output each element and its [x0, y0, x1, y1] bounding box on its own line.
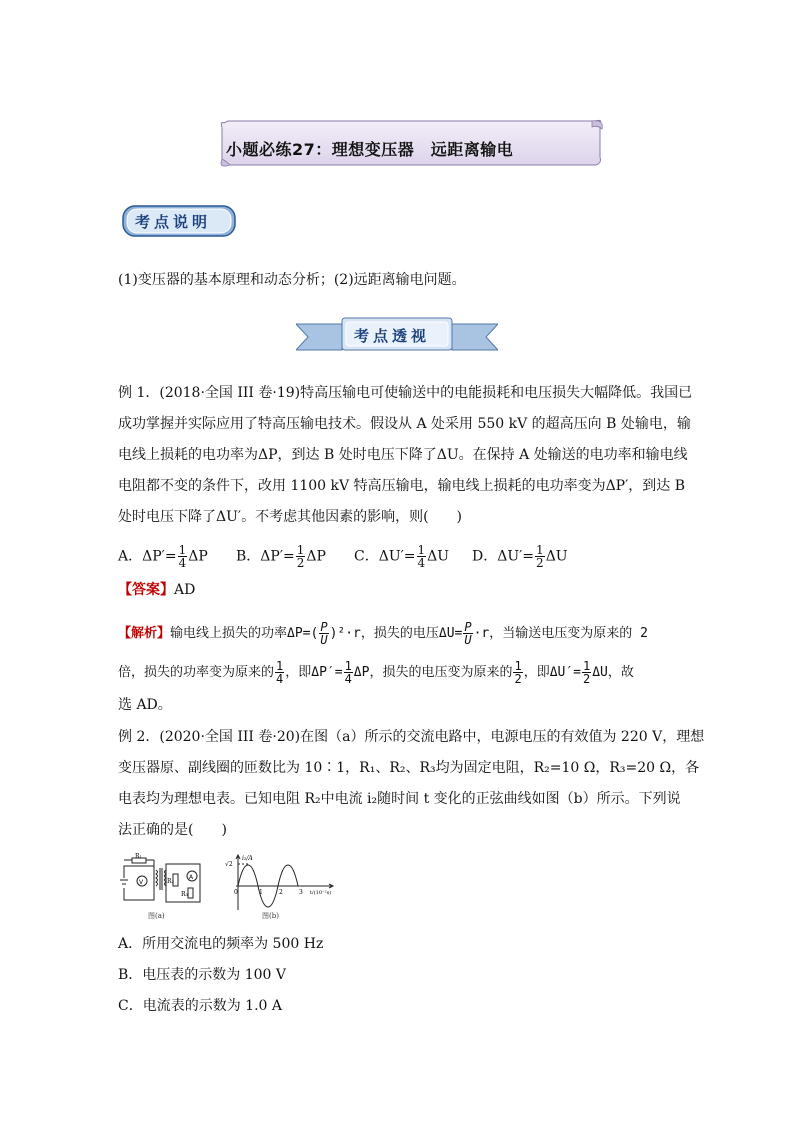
ex1-line-5: 处时电压下降了ΔU′。不考虑其他因素的影响，则( )	[118, 509, 463, 525]
fraction	[463, 621, 472, 646]
fraction-denominator: U	[464, 633, 472, 647]
fraction-denominator: 2	[536, 556, 544, 570]
ex2-line-3: 电表均为理想电表。已知电阻 R₂中电流 i₂随时间 t 变化的正弦曲线如图（b）所示。下列说	[118, 791, 681, 807]
ex1-option-c[interactable]	[354, 544, 449, 569]
ex1-option-a[interactable]	[118, 544, 208, 569]
ex1-analysis-line-3: 选 AD。	[118, 697, 172, 713]
fraction-numerator: 1	[296, 543, 305, 557]
fraction-denominator: 2	[514, 672, 522, 686]
ex2-option-c[interactable]: C．电流表的示数为 1.0 A	[118, 998, 282, 1014]
fig-a-r2-label: R₂	[167, 878, 174, 885]
intro-text: (1)变压器的基本原理和动态分析；(2)远距离输电问题。	[118, 272, 466, 288]
circuit-figure-a	[118, 852, 210, 924]
analysis-text: ΔU，故	[592, 665, 634, 680]
answer-label: 【答案】	[118, 582, 174, 598]
badge-insight-label: 考点透视	[354, 327, 431, 345]
fig-b-tick: 2	[279, 889, 283, 896]
ammeter-icon: A	[189, 874, 194, 881]
option-a-post: ΔP	[188, 548, 208, 565]
ex1-answer	[118, 580, 195, 600]
fraction-denominator: U	[320, 633, 328, 647]
ex1-line-1: 例 1．(2018·全国 III 卷·19)特高压输电可使输送中的电能损耗和电压损失大幅降低。我国已	[118, 385, 693, 401]
option-d-pre: D．ΔU′=	[472, 548, 535, 565]
fraction-numerator: P	[464, 620, 472, 634]
analysis-text: ΔP，损失的电压变为原来的	[353, 665, 513, 680]
fraction	[178, 544, 188, 569]
fig-b-xlabel: t/(10⁻²s)	[310, 890, 332, 896]
fraction-denominator: 2	[296, 556, 305, 570]
voltmeter-icon: V	[139, 879, 144, 886]
fraction	[319, 621, 328, 646]
fig-b-ylabel: i₂/A	[242, 855, 253, 862]
fig-a-r1-label: R₁	[135, 853, 142, 860]
answer-value: AD	[174, 582, 196, 598]
option-b-pre: B．ΔP′=	[236, 548, 295, 565]
fig-b-tick: 1	[259, 889, 263, 896]
fig-b-tick: 0	[234, 889, 238, 896]
fraction-numerator: 1	[536, 543, 544, 557]
fraction	[417, 544, 427, 569]
fraction	[275, 660, 284, 685]
ex2-line-1: 例 2．(2020·全国 III 卷·20)在图（a）所示的交流电路中，电源电压的有效值为 220 V，理想	[118, 729, 705, 745]
ex1-line-3: 电线上损耗的电功率为ΔP，到达 B 处时电压下降了ΔU。在保持 A 处输送的电功率和输电线	[118, 447, 688, 463]
analysis-text: ·r，当输送电压变为原来的 2	[473, 626, 648, 641]
fig-a-r3-label: R₃	[181, 891, 188, 898]
fig-b-caption: 图(b)	[262, 912, 279, 920]
fraction-numerator: 1	[514, 659, 522, 673]
analysis-text: 输电线上损失的功率ΔP=(	[170, 626, 319, 641]
fraction	[582, 660, 591, 685]
badge-insight	[296, 316, 498, 356]
fraction-denominator: 4	[417, 556, 426, 570]
fraction	[296, 544, 306, 569]
option-a-pre: A．ΔP′=	[118, 548, 177, 565]
ex1-option-b[interactable]	[236, 544, 326, 569]
fraction-numerator: 1	[178, 543, 187, 557]
option-b-post: ΔP	[306, 548, 326, 565]
fig-b-tick: 3	[299, 889, 303, 896]
page-title: 小题必练27：理想变压器 远距离输电	[226, 140, 514, 159]
analysis-text: ，即ΔU′=	[523, 665, 581, 680]
badge-explain	[120, 203, 238, 239]
fraction-numerator: 1	[276, 659, 284, 673]
analysis-text: ，即ΔP′=	[285, 665, 343, 680]
fig-b-ymax: √2	[225, 861, 233, 868]
fraction	[344, 660, 353, 685]
ex2-line-4: 法正确的是( )	[118, 822, 227, 838]
ex1-analysis-line-1	[118, 614, 648, 648]
fraction-denominator: 4	[344, 672, 352, 686]
sine-figure-b	[222, 852, 340, 924]
analysis-text: 倍，损失的功率变为原来的	[118, 665, 275, 680]
fraction-numerator: 1	[583, 659, 591, 673]
ex2-option-b[interactable]: B．电压表的示数为 100 V	[118, 967, 287, 983]
fraction	[513, 660, 522, 685]
ex2-option-a[interactable]: A．所用交流电的频率为 500 Hz	[118, 936, 324, 952]
fraction-numerator: 1	[417, 543, 426, 557]
option-d-post: ΔU	[545, 548, 568, 565]
fraction-numerator: 1	[344, 659, 352, 673]
fig-a-caption: 图(a)	[148, 912, 165, 920]
fraction-denominator: 4	[276, 672, 284, 686]
fraction-numerator: P	[320, 620, 328, 634]
ex1-option-d[interactable]	[472, 544, 568, 569]
ex2-line-2: 变压器原、副线圈的匝数比为 10∶1，R₁、R₂、R₃均为固定电阻，R₂=10 Ω，R₃=20 Ω，各	[118, 760, 700, 776]
fraction-denominator: 4	[178, 556, 187, 570]
analysis-text: )²·r，损失的电压ΔU=	[329, 626, 463, 641]
ex1-line-2: 成功掌握并实际应用了特高压输电技术。假设从 A 处采用 550 kV 的超高压向 B 处输电，输	[118, 416, 691, 432]
option-c-post: ΔU	[427, 548, 450, 565]
fraction-denominator: 2	[583, 672, 591, 686]
ex1-line-4: 电阻都不变的条件下，改用 1100 kV 特高压输电，输电线上损耗的电功率变为ΔP′，到达 B	[118, 478, 686, 494]
option-c-pre: C．ΔU′=	[354, 548, 416, 565]
badge-explain-label: 考点说明	[135, 213, 212, 231]
analysis-label: 【解析】	[118, 626, 171, 641]
fraction	[535, 544, 545, 569]
ex1-analysis-line-2	[118, 652, 634, 688]
